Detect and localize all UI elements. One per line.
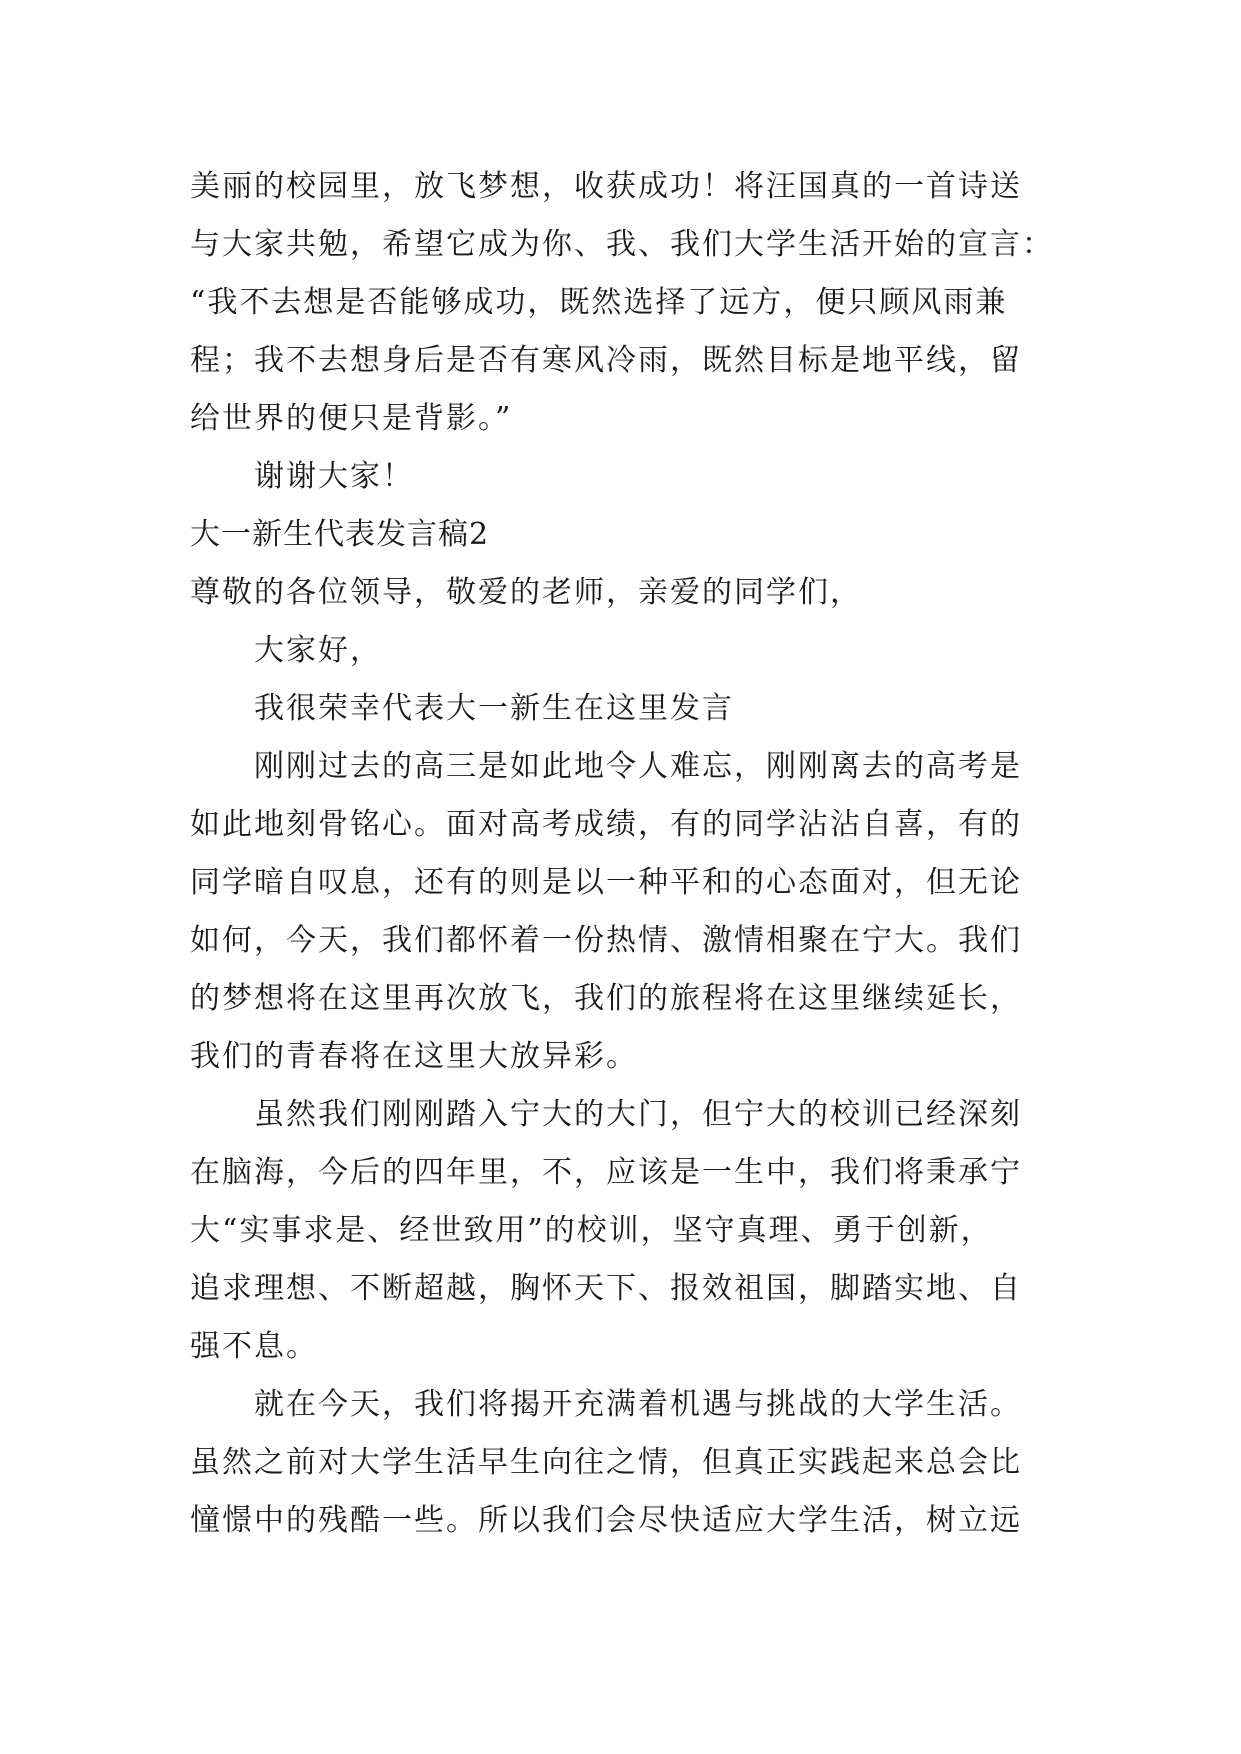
paragraph-greeting — [190, 622, 1080, 680]
text-line: 美丽的校园里，放飞梦想，收获成功！将汪国真的一首诗送 — [190, 169, 1022, 204]
text-line: 在脑海，今后的四年里，不，应该是一生中，我们将秉承宁 — [190, 1155, 1022, 1190]
text-line: 给世界的便只是背影。” — [190, 401, 513, 436]
document-body — [190, 158, 1080, 1550]
paragraph-motto — [190, 1086, 1080, 1376]
text-line: 大家好， — [254, 633, 382, 668]
text-line: 同学暗自叹息，还有的则是以一种平和的心态面对，但无论 — [190, 865, 1022, 900]
section-title-text: 大一新生代表发言稿2 — [190, 517, 490, 552]
paragraph-intro — [190, 680, 1080, 738]
text-line: 如此地刻骨铭心。面对高考成绩，有的同学沾沾自喜，有的 — [190, 807, 1022, 842]
section-title — [190, 506, 1080, 564]
text-line: 我们的青春将在这里大放异彩。 — [190, 1039, 638, 1074]
text-line: 虽然我们刚刚踏入宁大的大门，但宁大的校训已经深刻 — [254, 1097, 1022, 1132]
text-line: 谢谢大家！ — [254, 459, 414, 494]
text-line: 憧憬中的残酷一些。所以我们会尽快适应大学生活，树立远 — [190, 1503, 1022, 1538]
paragraph-gaokao — [190, 738, 1080, 1086]
paragraph-college-life — [190, 1376, 1080, 1550]
text-line: 就在今天，我们将揭开充满着机遇与挑战的大学生活。 — [254, 1387, 1022, 1422]
text-line: 尊敬的各位领导，敬爱的老师，亲爱的同学们， — [190, 575, 862, 610]
text-line: 我很荣幸代表大一新生在这里发言 — [254, 691, 734, 726]
text-line: 追求理想、不断超越，胸怀天下、报效祖国，脚踏实地、自 — [190, 1271, 1022, 1306]
paragraph-closing-poem — [190, 158, 1080, 448]
text-line: 程；我不去想身后是否有寒风冷雨，既然目标是地平线，留 — [190, 343, 1022, 378]
text-line: 大“实事求是、经世致用”的校训，坚守真理、勇于创新， — [190, 1213, 993, 1248]
text-line: 强不息。 — [190, 1329, 318, 1364]
text-line: 刚刚过去的高三是如此地令人难忘，刚刚离去的高考是 — [254, 749, 1022, 784]
text-line: 的梦想将在这里再次放飞，我们的旅程将在这里继续延长， — [190, 981, 1022, 1016]
text-line: 与大家共勉，希望它成为你、我、我们大学生活开始的宣言： — [190, 227, 1054, 262]
text-line: 虽然之前对大学生活早生向往之情，但真正实践起来总会比 — [190, 1445, 1022, 1480]
text-line: “我不去想是否能够成功，既然选择了远方，便只顾风雨兼 — [190, 285, 1008, 320]
paragraph-salutation — [190, 564, 1080, 622]
paragraph-thanks — [190, 448, 1080, 506]
text-line: 如何，今天，我们都怀着一份热情、激情相聚在宁大。我们 — [190, 923, 1022, 958]
